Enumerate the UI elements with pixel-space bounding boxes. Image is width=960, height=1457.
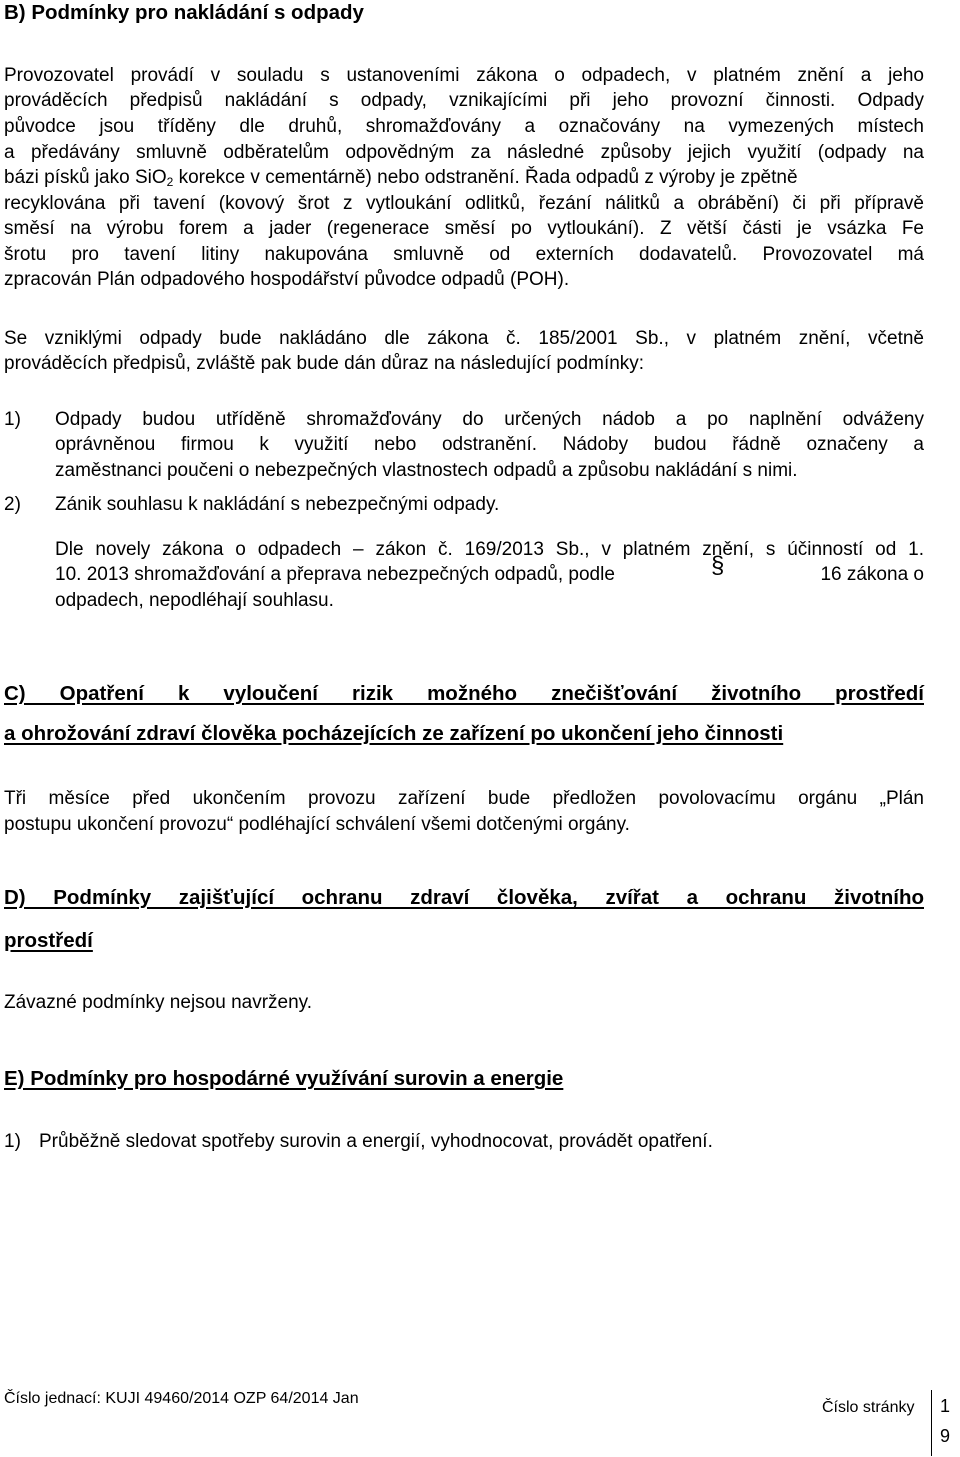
footer-divider [931,1390,932,1456]
paragraph-line: prováděcích předpisů nakládání s odpady, vznikajícími při jeho provozní činnosti. Odpady [4,90,924,111]
page-number-total: 9 [940,1426,951,1446]
section-c-heading: C) Opatření k vyloučení rizik možného znečišťování životního prostředí [4,682,924,705]
list-item-line: oprávněnou firmou k využití nebo odstranění. Nádoby budou řádně označeny a [55,434,924,455]
list-number: 1) [4,1131,21,1152]
paragraph-line: šrotu pro tavení litiny nakupována smluvně od externích dodavatelů. Provozovatel má [4,244,924,265]
section-d-heading-cont: prostředí [4,929,93,952]
section-sign: § [711,552,725,579]
note-line-with-sign [55,552,924,587]
section-d-heading: D) Podmínky zajišťující ochranu zdraví člověka, zvířat a ochranu životního [4,886,924,909]
subscript: 2 [166,175,174,189]
list-item-line: Zánik souhlasu k nakládání s nebezpečnými odpady. [55,494,500,515]
paragraph-line: prováděcích předpisů, zvláště pak bude dán důraz na následující podmínky: [4,353,645,374]
list-number: 2) [4,494,21,515]
paragraph-line: postupu ukončení provozu“ podléhající schválení všemi dotčenými orgány. [4,814,630,835]
list-item-line: Průběžně sledovat spotřeby surovin a energií, vyhodnocovat, provádět opatření. [39,1131,713,1152]
paragraph-line: recyklována při tavení (kovový šrot z vytloukání odlitků, řezání nálitků a obrábění) či při přípravě [4,193,924,214]
note-text: 16 zákona o [820,564,924,585]
footer-reference: Číslo jednací: KUJI 49460/2014 OZP 64/2014 Jan [4,1390,359,1407]
paragraph-line: Se vzniklými odpady bude nakládáno dle zákona č. 185/2001 Sb., v platném znění, včetně [4,328,924,349]
section-b-heading: B) Podmínky pro nakládání s odpady [4,1,364,24]
list-number: 1) [4,409,21,430]
list-item-line: Odpady budou utříděně shromažďovány do určených nádob a po naplnění odváženy [55,409,924,430]
section-c-heading-cont: a ohrožování zdraví člověka pocházejících ze zařízení po ukončení jeho činnosti [4,722,784,745]
paragraph-line: Provozovatel provádí v souladu s ustanoveními zákona o odpadech, v platném znění a jeho [4,65,924,86]
paragraph-line: zpracován Plán odpadového hospodářství původce odpadů (POH). [4,269,570,290]
footer-page-label: Číslo stránky [822,1399,915,1416]
paragraph-text: bázi písků jako SiO [4,167,167,188]
note-text: 10. 2013 shromažďování a přeprava nebezpečných odpadů, podle [55,564,615,585]
paragraph-line-with-formula [4,166,924,190]
page-number-current: 1 [940,1396,951,1416]
paragraph-line: a předávány smluvně odběratelům odpovědným za následné způsoby jejich využití (odpady na [4,142,924,163]
note-line: Dle novely zákona o odpadech – zákon č. 169/2013 Sb., v platném znění, s účinností od 1. [55,539,924,560]
note-line: odpadech, nepodléhají souhlasu. [55,590,334,611]
paragraph-text: korekce v cementárně) nebo odstranění. Řada odpadů z výroby je zpětně [173,167,798,188]
paragraph-line: Závazné podmínky nejsou navrženy. [4,992,313,1013]
list-item-line: zaměstnanci poučeni o nebezpečných vlastnostech odpadů a způsobu nakládání s nimi. [55,460,798,481]
section-e-heading: E) Podmínky pro hospodárné využívání surovin a energie [4,1067,564,1090]
paragraph-line: Tři měsíce před ukončením provozu zařízení bude předložen povolovacímu orgánu „Plán [4,788,924,809]
paragraph-line: původce jsou tříděny dle druhů, shromažďovány a označovány na vymezených místech [4,116,924,137]
paragraph-line: směsí na výrobu forem a jader (regenerace směsí po vytloukání). Z větší části je vsázka Fe [4,218,924,239]
